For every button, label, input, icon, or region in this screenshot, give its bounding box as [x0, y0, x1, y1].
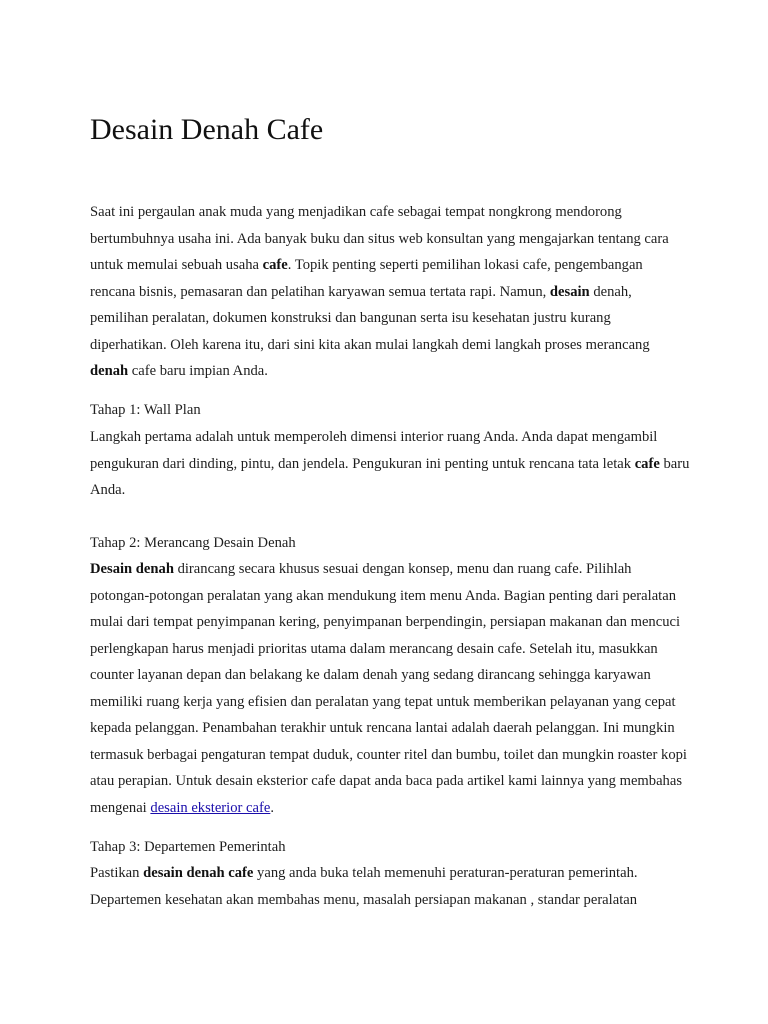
step2-text-2: . [270, 799, 274, 816]
step2-heading: Tahap 2: Merancang Desain Denah [90, 535, 296, 551]
intro-text-1: Saat ini pergaulan anak muda yang menjadikan cafe sebagai tempat nongkrong mendorong bertumbuhnya usaha ini. Ada banyak buku dan situs web konsultan yang mengajarkan tentang cara untuk memulai sebuah usaha [90, 204, 669, 273]
step1-text-1: Langkah pertama adalah untuk memperoleh dimensi interior ruang Anda. Anda dapat mengambil pengukuran dari dinding, pintu, dan jendela. Pengukuran ini penting untuk rencana tata letak [90, 429, 658, 472]
step1-bold-cafe: cafe [634, 455, 660, 472]
step3-paragraph [90, 860, 690, 913]
intro-text-3: denah, pemilihan peralatan, dokumen konstruksi dan bangunan serta isu kesehatan justru kurang diperhatikan. Oleh karena itu, dari sini kita akan mulai langkah demi langkah proses merancang [90, 283, 650, 353]
step2-text-1: dirancang secara khusus sesuai dengan konsep, menu dan ruang cafe. Pilihlah potongan-potongan peralatan yang akan mendukung item menu Anda. Bagian penting dari peralatan mulai dari tempat penyimpanan kering, penyimpanan berpendingin, persiapan makanan dan mencuci perlengkapan harus menjadi prioritas utama dalam merancang desain cafe. Setelah itu, masukkan counter layanan depan dan belakang ke dalam denah yang sedang dirancang sehingga karyawan memiliki ruang kerja yang efisien dan peralatan yang tepat untuk memberikan pelayanan yang cepat kepada pelanggan. Penambahan terakhir untuk rencana lantai adalah daerah pelanggan. Ini mungkin termasuk berbagai pengaturan tempat duduk, counter ritel dan bumbu, toilet dan mungkin roaster kopi atau perapian. Untuk desain eksterior cafe dapat anda baca pada artikel kami lainnya yang membahas mengenai [90, 561, 687, 816]
step3-heading: Tahap 3: Departemen Pemerintah [90, 839, 286, 855]
step3-text-2: yang anda buka telah memenuhi peraturan-peraturan pemerintah. Departemen kesehatan akan membahas menu, masalah persiapan makanan , standar peralatan [90, 865, 638, 908]
step1-heading: Tahap 1: Wall Plan [90, 402, 201, 418]
step3-text-1: Pastikan [90, 865, 144, 881]
step1-paragraph [90, 424, 690, 504]
desain-eksterior-link[interactable]: desain eksterior cafe [150, 799, 271, 816]
page-title: Desain Denah Cafe [90, 113, 324, 146]
intro-bold-desain: desain [549, 283, 590, 300]
intro-bold-denah: denah [90, 363, 129, 379]
step2-paragraph [90, 556, 690, 821]
step2-bold-desain-denah: Desain denah [90, 561, 174, 577]
intro-paragraph [90, 199, 690, 385]
step3-bold-desain-denah-cafe: desain denah cafe [143, 865, 254, 881]
intro-bold-cafe: cafe [262, 257, 288, 273]
step1-text-2: baru Anda. [90, 455, 690, 498]
intro-text-2: . Topik penting seperti pemilihan lokasi cafe, pengembangan rencana bisnis, pemasaran dan pelatihan karyawan semua tertata rapi. Namun, [90, 257, 643, 300]
intro-text-4: cafe baru impian Anda. [128, 363, 268, 379]
